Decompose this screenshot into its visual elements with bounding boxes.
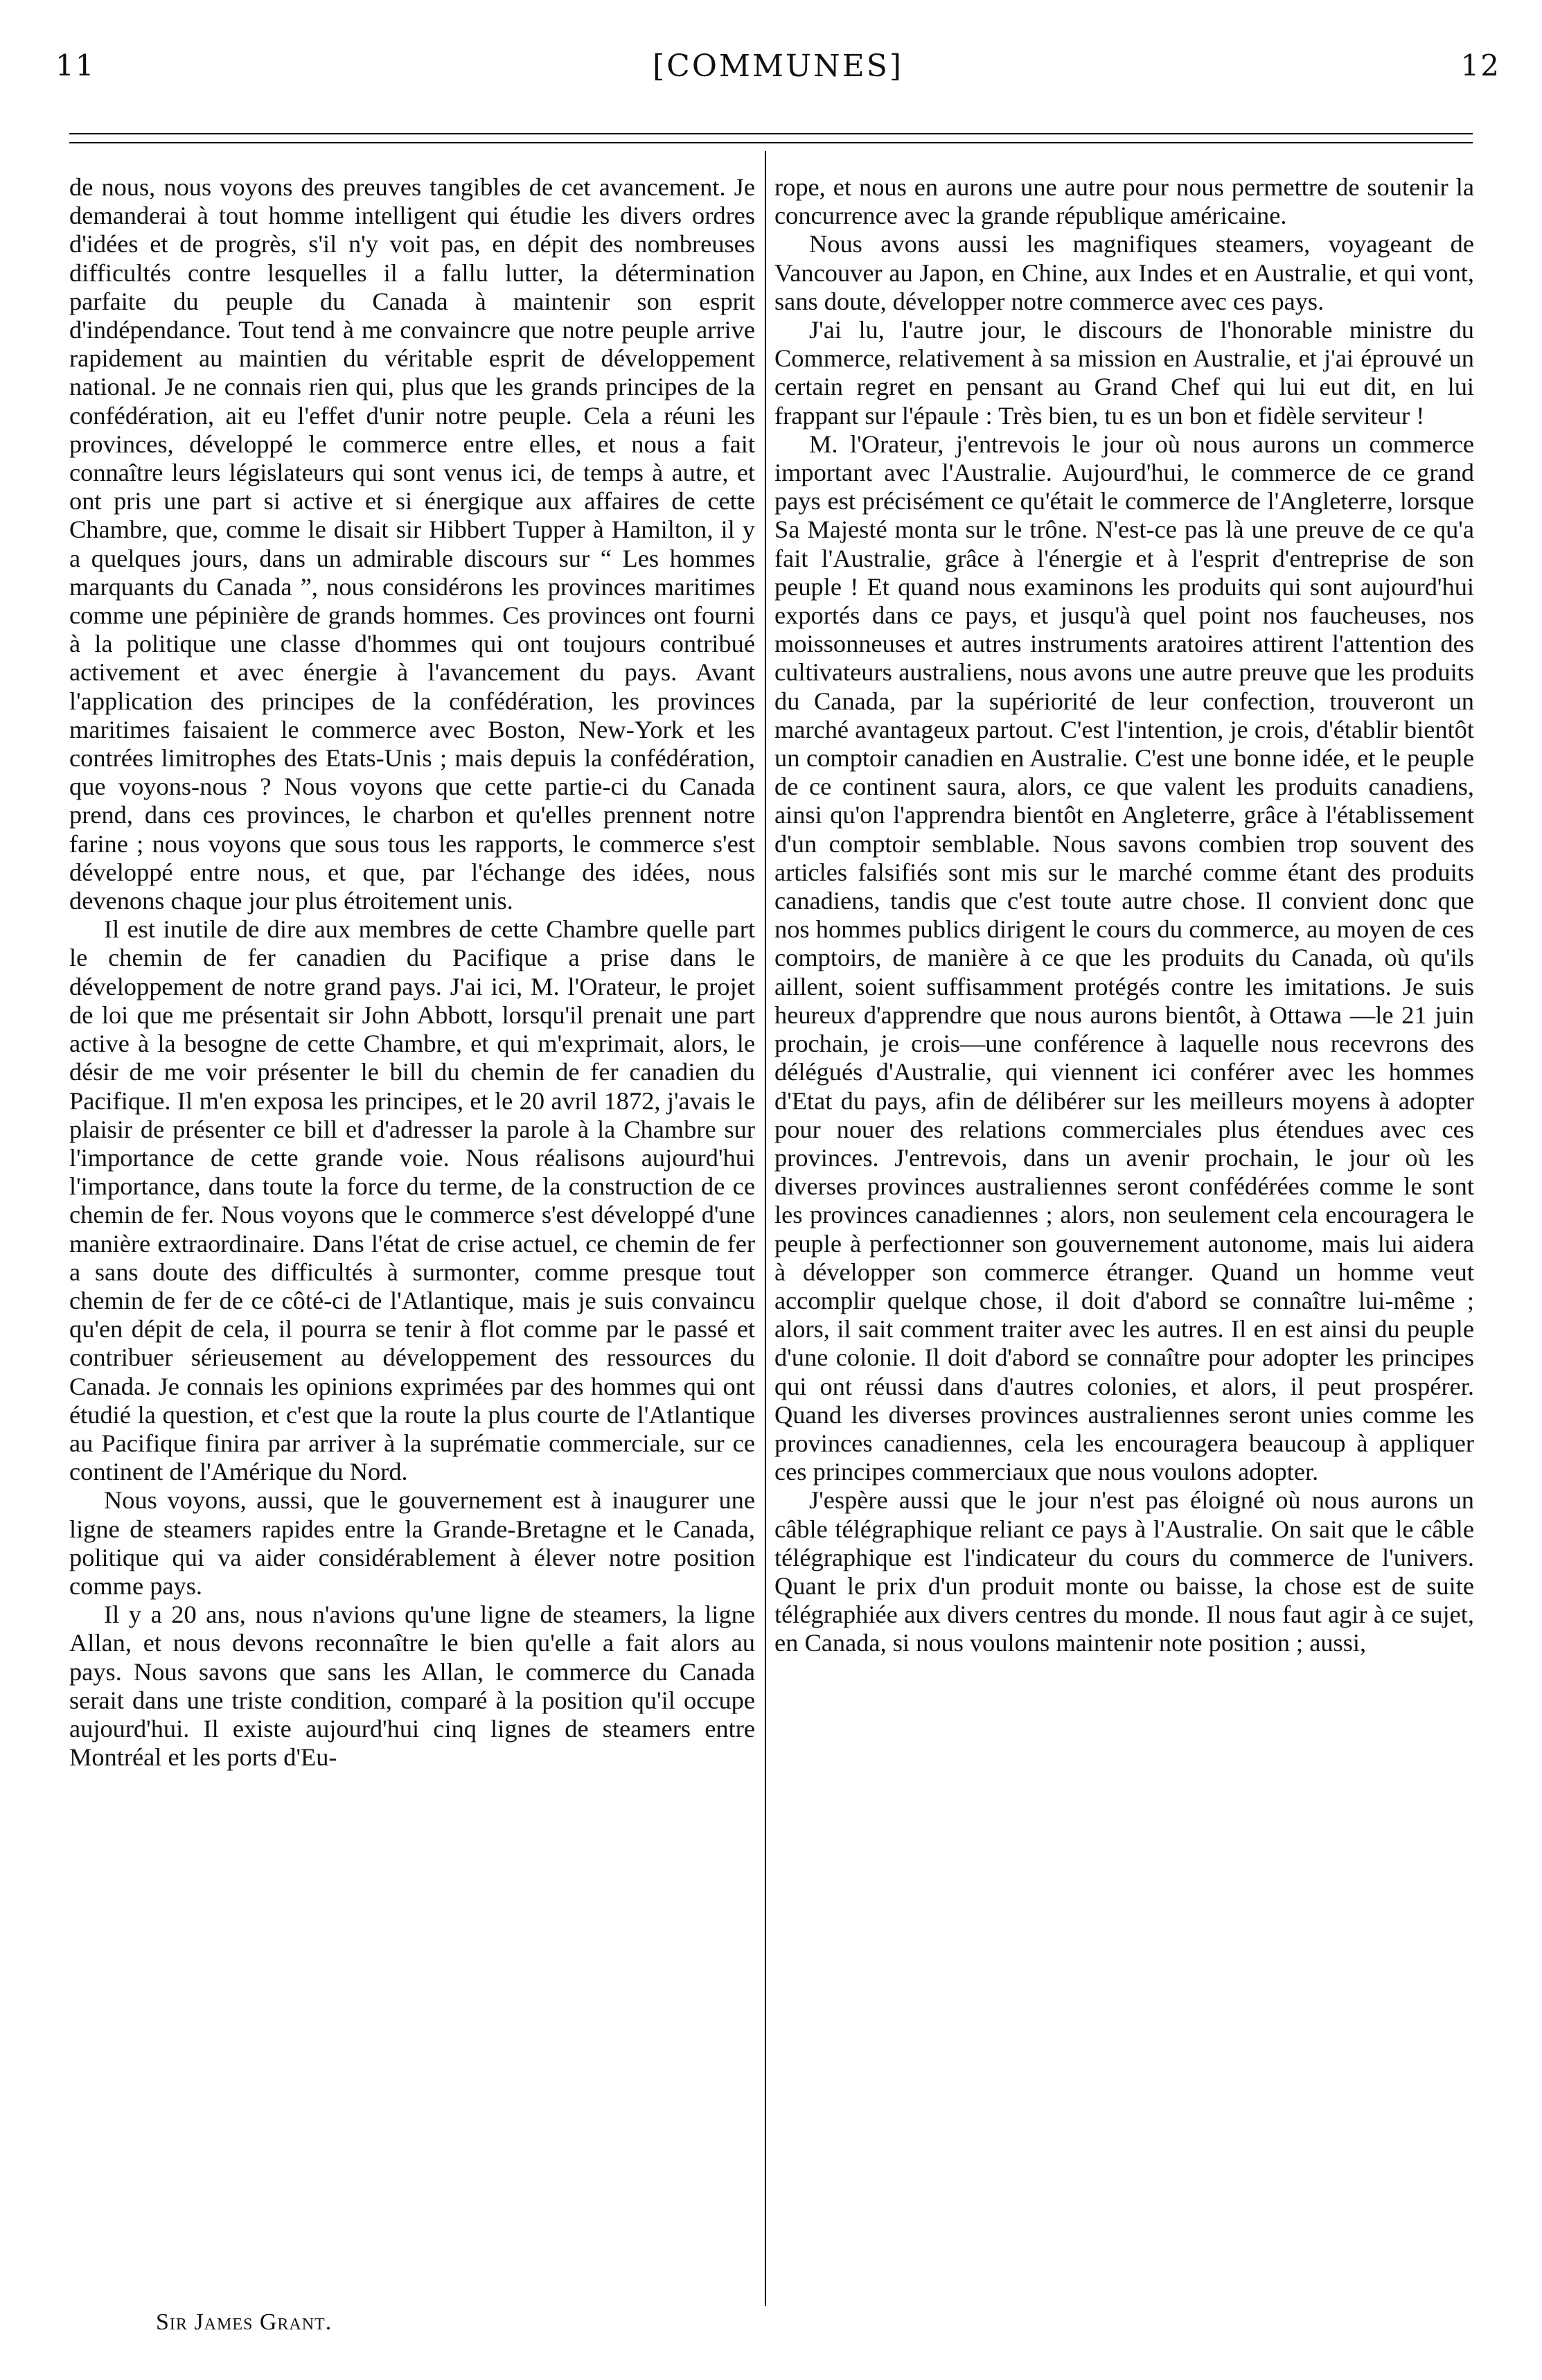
paragraph: Il est inutile de dire aux membres de cette Chambre quelle part le chemin de fer canadien du Pacifique a prise dans le développement de notre grand pays. J'ai ici, M. l'Orateur, le projet de loi que me présentait sir John Abbott, lorsqu'il prenait une part active à la besogne de cette Chambre, et qui m'exprimait, alors, le désir de me voir présenter le bill du chemin de fer canadien du Pacifique. Il m'en exposa les principes, et le 20 avril 1872, j'avais le plaisir de présenter ce bill et d'adresser la parole à la Chambre sur l'importance de cette grande voie. Nous réalisons aujourd'hui l'importance, dans toute la force du terme, de la construction de ce chemin de fer. Nous voyons que le commerce s'est développé d'une manière extraordinaire. Dans l'état de crise actuel, ce chemin de fer a sans doute des difficultés à surmonter, comme presque tout chemin de fer de ce côté-ci de l'Atlantique, mais je suis convaincu qu'en dépit de cela, il pourra se tenir à flot comme par le passé et contribuer sérieusement au développement des ressources du Canada. Je connais les opinions exprimées par des hommes qui ont étudié la question, et c'est que la route la plus courte de l'Atlantique au Pacifique finira par arriver à la suprématie commerciale, sur ce continent de l'Amérique du Nord. <box>69 915 755 1486</box>
header-rule-top <box>69 133 1473 134</box>
section-title: [COMMUNES] <box>652 49 904 84</box>
header-rule-bottom <box>69 142 1473 143</box>
right-column <box>774 173 1474 2300</box>
paragraph: Il y a 20 ans, nous n'avions qu'une ligne de steamers, la ligne Allan, et nous devons reconnaître le bien qu'elle a fait alors au pays. Nous savons que sans les Allan, le commerce du Canada serait dans une triste condition, comparé à la position qu'il occupe aujourd'hui. Il existe aujourd'hui cinq lignes de steamers entre Montréal et les ports d'Eu- <box>69 1601 755 1772</box>
speaker-name: Sir James Grant. <box>156 2309 333 2335</box>
paragraph: Nous voyons, aussi, que le gouvernement est à inaugurer une ligne de steamers rapides entre la Grande-Bretagne et le Canada, politique qui va aider considérablement à élever notre position comme pays. <box>69 1486 755 1600</box>
paragraph: Nous avons aussi les magnifiques steamers, voyageant de Vancouver au Japon, en Chine, aux Indes et en Australie, et qui vont, sans doute, développer notre commerce avec ces pays. <box>774 230 1474 315</box>
paragraph: J'espère aussi que le jour n'est pas éloigné où nous aurons un câble télégraphique reliant ce pays à l'Australie. On sait que le câble télégraphique est l'indicateur du cours du commerce de l'univers. Quant le prix d'un produit monte ou baisse, la chose est de suite télégraphiée aux divers centres du monde. Il nous faut agir à ce sujet, en Canada, si nous voulons maintenir note position ; aussi, <box>774 1486 1474 1657</box>
paragraph: de nous, nous voyons des preuves tangibles de cet avancement. Je demanderai à tout homme intelligent qui étudie les divers ordres d'idées et de progrès, s'il n'y voit pas, en dépit des nombreuses difficultés contre lesquelles il a fallu lutter, la détermination parfaite du peuple du Canada à maintenir son esprit d'indépendance. Tout tend à me convaincre que notre peuple arrive rapidement au maintien du véritable esprit de développement national. Je ne connais rien qui, plus que les grands principes de la confédération, ait eu l'effet d'unir notre peuple. Cela a réuni les provinces, développé le commerce entre elles, et nous a fait connaître leurs législateurs qui sont venus ici, de temps à autre, et ont pris une part si active et si énergique aux affaires de cette Chambre, que, comme le disait sir Hibbert Tupper à Hamilton, il y a quelques jours, dans un admirable discours sur “ Les hommes marquants du Canada ”, nous considérons les provinces maritimes comme une pépinière de grands hommes. Ces provinces ont fourni à la politique une classe d'hommes qui ont toujours contribué activement et avec énergie à l'avancement du pays. Avant l'application des principes de la confédération, les provinces maritimes faisaient le commerce avec Boston, New-York et les contrées limitrophes des Etats-Unis ; mais depuis la confédération, que voyons-nous ? Nous voyons que cette partie-ci du Canada prend, dans ces provinces, le charbon et qu'elles prennent notre farine ; nous voyons que sous tous les rapports, le commerce s'est développé entre nous, et que, par l'échange des idées, nous devenons chaque jour plus étroitement unis. <box>69 173 755 915</box>
left-column <box>69 173 755 2300</box>
page-header <box>55 49 1500 97</box>
paragraph: J'ai lu, l'autre jour, le discours de l'honorable ministre du Commerce, relativement à sa mission en Australie, et j'ai éprouvé un certain regret en pensant au Grand Chef qui lui eut dit, en lui frappant sur l'épaule : Très bien, tu es un bon et fidèle serviteur ! <box>774 316 1474 430</box>
paragraph: rope, et nous en aurons une autre pour nous permettre de soutenir la concurrence avec la grande république américaine. <box>774 173 1474 230</box>
paragraph: M. l'Orateur, j'entrevois le jour où nous aurons un commerce important avec l'Australie. Aujourd'hui, le commerce de ce grand pays est précisément ce qu'était le commerce de l'Angleterre, lorsque Sa Majesté monta sur le trône. N'est-ce pas là une preuve de ce qu'a fait l'Australie, grâce à l'énergie et à l'esprit d'entreprise de son peuple ! Et quand nous examinons les produits qui sont aujourd'hui exportés dans ce pays, et jusqu'à quel point nos faucheuses, nos moissonneuses et autres instruments aratoires attirent l'attention des cultivateurs australiens, nous avons une autre preuve que les produits du Canada, par la supériorité de leur confection, trouveront un marché avantageux partout. C'est l'intention, je crois, d'établir bientôt un comptoir canadien en Australie. C'est une bonne idée, et le peuple de ce continent saura, alors, ce que valent les produits canadiens, ainsi qu'on l'apprendra bientôt en Angleterre, grâce à l'établissement d'un comptoir semblable. Nous savons combien trop souvent des articles falsifiés sont mis sur le marché comme étant des produits canadiens, tandis que c'est toute autre chose. Il convient donc que nos hommes publics dirigent le cours du commerce, au moyen de ces comptoirs, de manière à ce que les produits du Canada, où qu'ils aillent, soient suffisamment protégés contre les imitations. Je suis heureux d'apprendre que nous aurons bientôt, à Ottawa —le 21 juin prochain, je crois—une conférence à laquelle nous recevrons des délégués d'Australie, qui viennent ici conférer avec les hommes d'Etat du pays, afin de délibérer sur les meilleurs moyens à adopter pour nouer des relations commerciales plus étendues avec ces provinces. J'entrevois, dans un avenir prochain, le jour où les diverses provinces australiennes seront confédérées comme le sont les provinces canadiennes ; alors, non seulement cela encouragera le peuple à perfectionner son gouvernement autonome, mais lui aidera à développer son commerce étranger. Quand un homme veut accomplir quelque chose, il doit d'abord se connaître lui-même ; alors, il sait comment traiter avec les autres. Il en est ainsi du peuple d'une colonie. Il doit d'abord se connaître pour adopter les principes qui ont réussi dans d'autres colonies, et alors, il peut prospérer. Quand les diverses provinces australiennes seront unies comme les provinces canadiennes, cela les encouragera beaucoup à appliquer ces principes commerciaux que nous voulons adopter. <box>774 430 1474 1486</box>
page-number-right: 12 <box>1460 49 1500 82</box>
page-number-left: 11 <box>55 49 96 82</box>
column-divider <box>765 151 766 2306</box>
